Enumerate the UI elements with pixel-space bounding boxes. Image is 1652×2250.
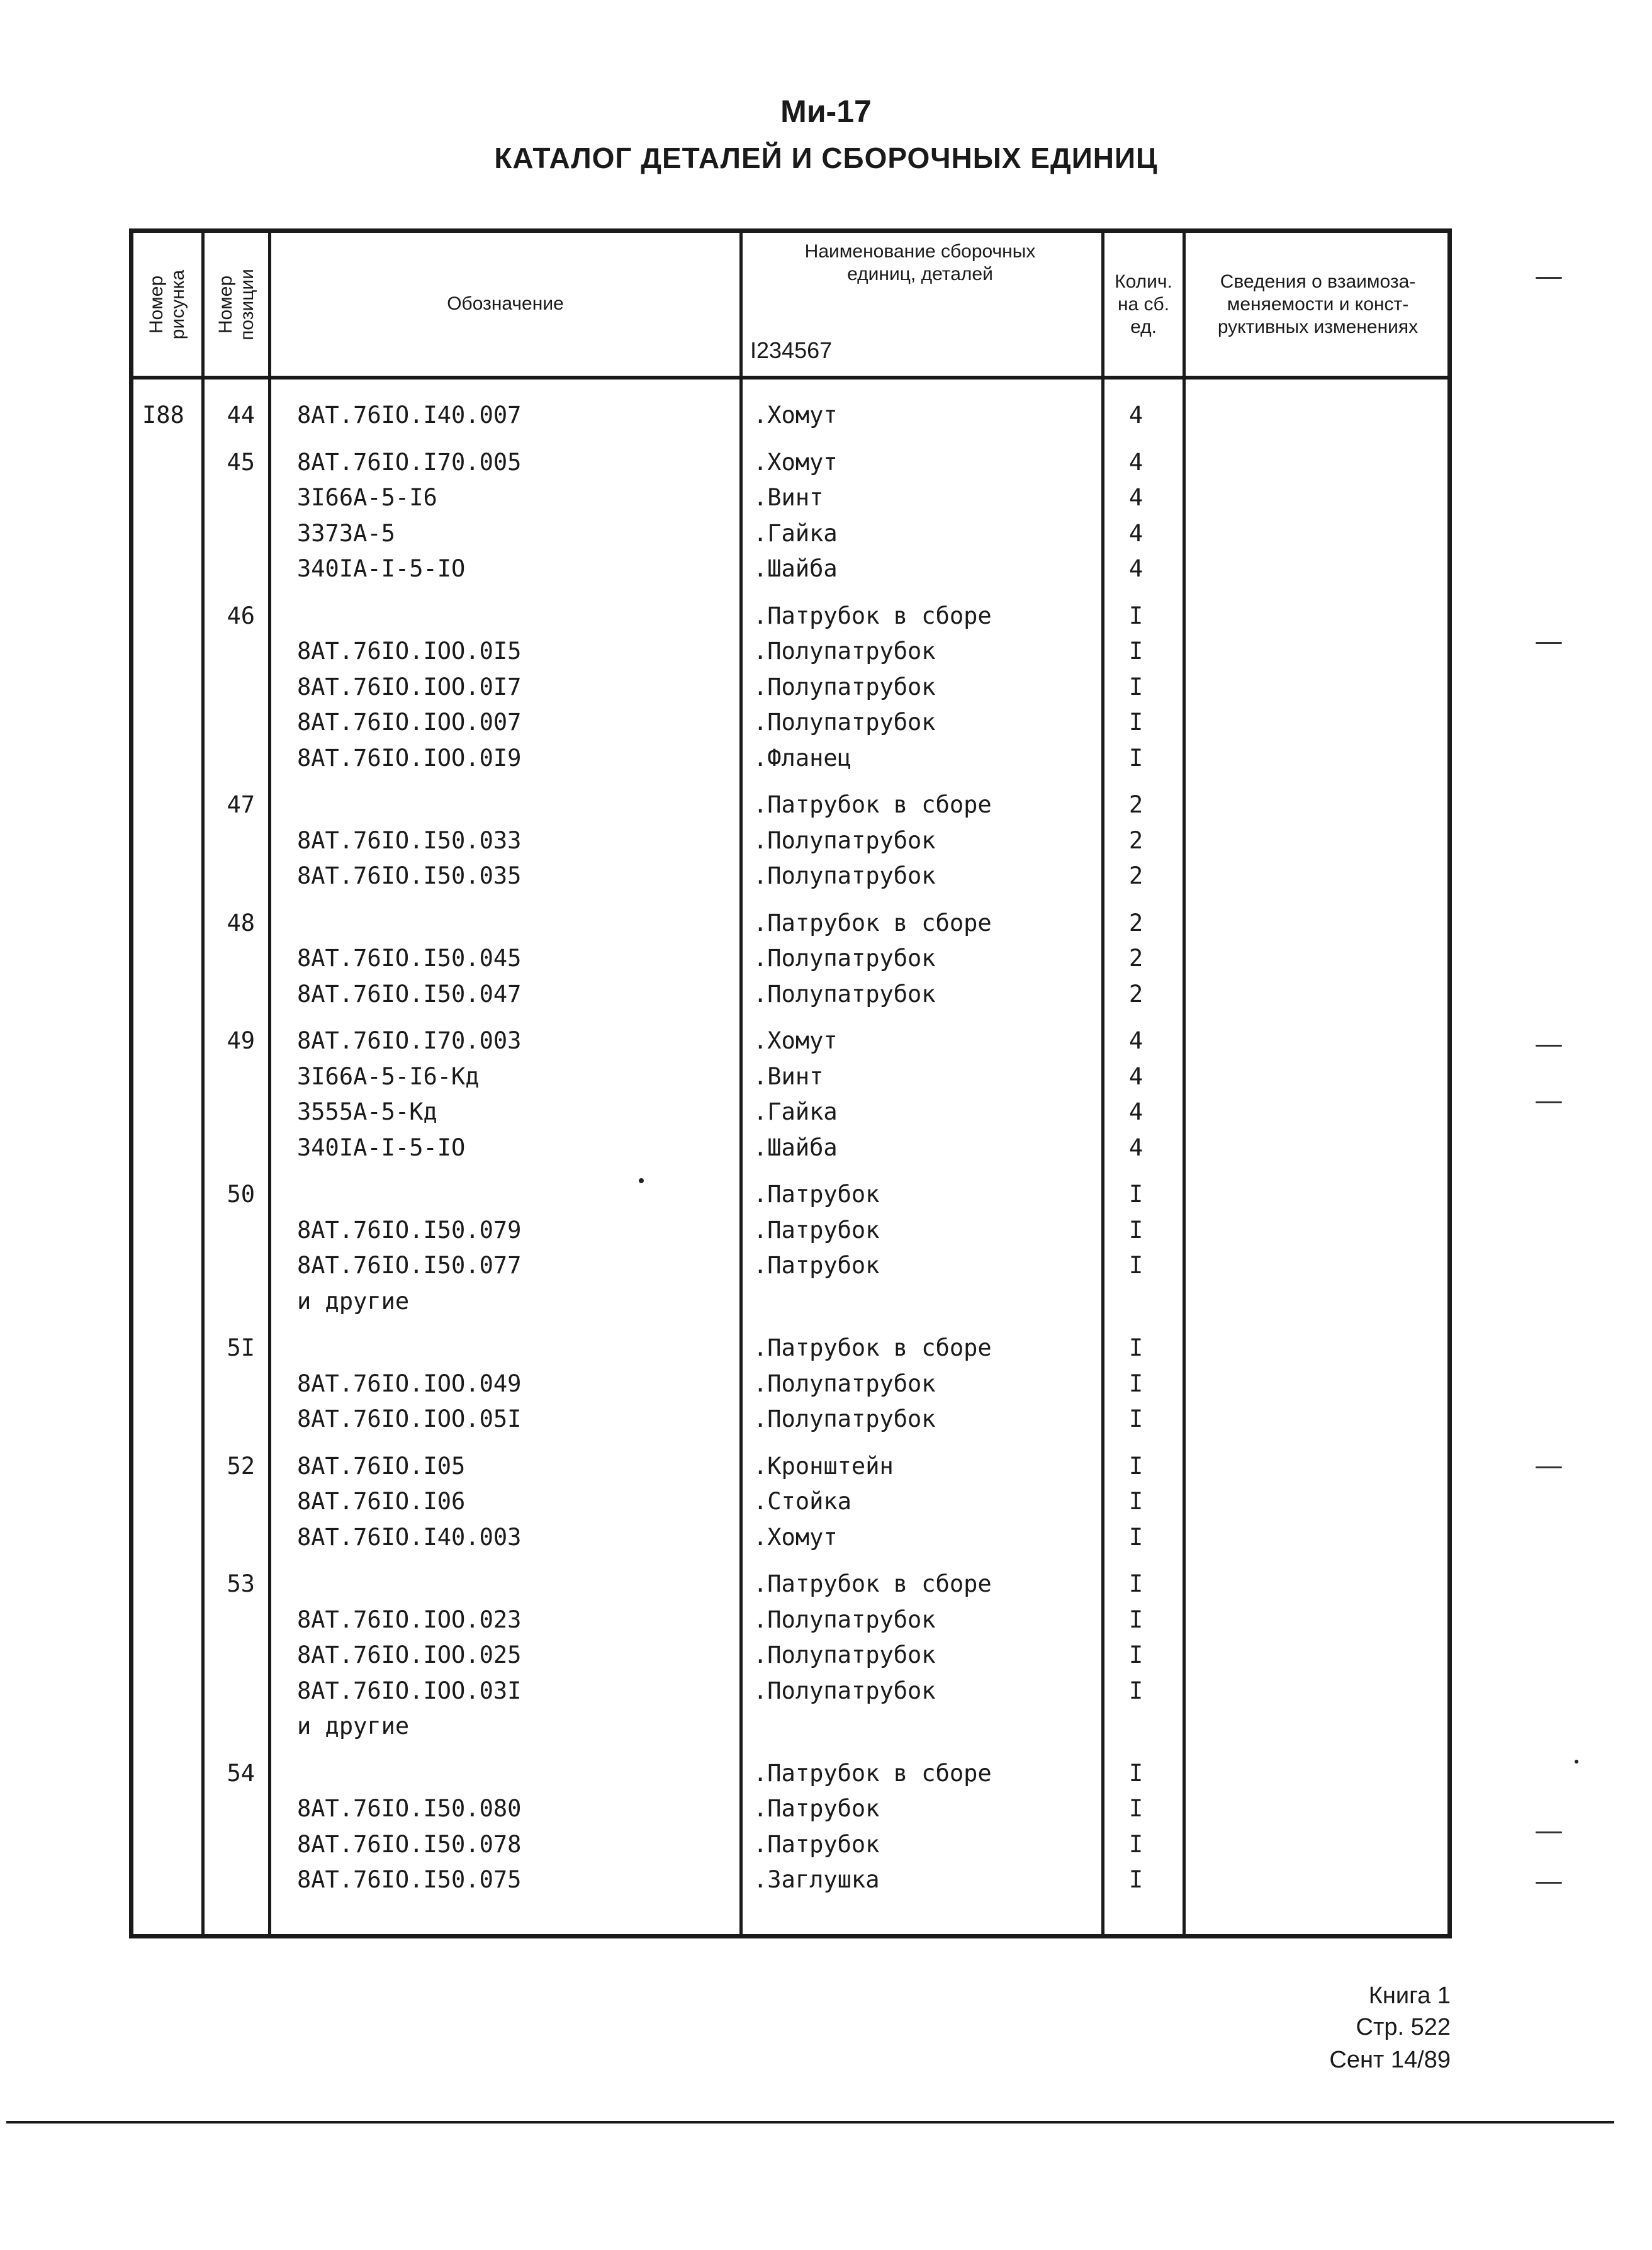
row-designation: 8АТ.76IО.I50.075 bbox=[297, 1866, 522, 1893]
row-qty: 2 bbox=[1128, 981, 1143, 1008]
row-name: .Заглушка bbox=[753, 1866, 880, 1893]
row-qty: I bbox=[1128, 1866, 1143, 1893]
row-name: .Хомут bbox=[753, 1027, 838, 1054]
row-qty: I bbox=[1128, 1370, 1143, 1397]
row-qty: I bbox=[1128, 638, 1143, 665]
row-qty: I bbox=[1128, 1677, 1143, 1704]
footer-page: Стр. 522 bbox=[1356, 2014, 1451, 2040]
row-pos-no: 53 bbox=[227, 1570, 255, 1597]
row-pos-no: 48 bbox=[227, 909, 255, 937]
row-qty: I bbox=[1128, 709, 1143, 736]
header-name: Наименование сборочных единиц, деталей bbox=[804, 241, 1036, 284]
row-name: .Стойка bbox=[753, 1488, 851, 1515]
row-qty: I bbox=[1128, 1252, 1143, 1279]
row-pos-no: 50 bbox=[227, 1181, 255, 1208]
row-designation: 8АТ.76IО.I50.035 bbox=[297, 862, 522, 889]
row-pos-no: 47 bbox=[227, 791, 255, 818]
row-name: .Патрубок в сборе bbox=[753, 909, 992, 937]
row-designation: и другие bbox=[297, 1288, 410, 1315]
column-divider bbox=[1183, 233, 1186, 1934]
row-name: .Патрубок bbox=[753, 1217, 880, 1244]
row-qty: I bbox=[1128, 1488, 1143, 1515]
row-name: .Гайка bbox=[753, 1098, 838, 1125]
row-name: .Хомут bbox=[753, 402, 838, 429]
footer-date: Сент 14/89 bbox=[1329, 2047, 1451, 2073]
row-designation: 340IА-I-5-IО bbox=[297, 555, 466, 582]
row-designation: 8АТ.76IО.I06 bbox=[297, 1488, 466, 1515]
row-name: .Гайка bbox=[753, 520, 838, 547]
column-divider bbox=[1101, 233, 1104, 1934]
row-qty: I bbox=[1128, 673, 1143, 700]
row-designation: 8АТ.76IО.I50.077 bbox=[297, 1252, 522, 1279]
row-name: .Полупатрубок bbox=[753, 673, 936, 700]
model-title: Ми-17 bbox=[780, 94, 872, 129]
row-designation: 8АТ.76IО.I50.047 bbox=[297, 981, 522, 1008]
row-name: .Шайба bbox=[753, 1134, 838, 1161]
row-name: .Хомут bbox=[753, 1524, 838, 1551]
header-fig-no bbox=[133, 237, 201, 372]
bottom-rule bbox=[6, 2121, 1614, 2123]
speck bbox=[1575, 1760, 1578, 1763]
row-qty: I bbox=[1128, 745, 1143, 772]
row-name: .Полупатрубок bbox=[753, 1370, 936, 1397]
row-designation: 3I66А-5-I6-Кд bbox=[297, 1063, 480, 1090]
row-name: .Шайба bbox=[753, 555, 838, 582]
row-name: .Полупатрубок bbox=[753, 1641, 936, 1668]
row-qty: I bbox=[1128, 602, 1143, 629]
row-qty: I bbox=[1128, 1606, 1143, 1633]
row-name: .Кронштейн bbox=[753, 1453, 894, 1480]
footer-book: Книга 1 bbox=[1368, 1983, 1451, 2009]
row-name: .Патрубок bbox=[753, 1181, 880, 1208]
row-designation: 8АТ.76IО.IОО.0I7 bbox=[297, 673, 522, 700]
row-qty: 2 bbox=[1128, 827, 1143, 854]
row-designation: и другие bbox=[297, 1713, 410, 1740]
row-qty: 4 bbox=[1128, 1027, 1143, 1054]
row-qty: I bbox=[1128, 1641, 1143, 1668]
column-divider bbox=[201, 233, 205, 1934]
row-designation: 8АТ.76IО.IОО.025 bbox=[297, 1641, 522, 1668]
row-designation: 8АТ.76IО.IОО.023 bbox=[297, 1606, 522, 1633]
row-name: .Полупатрубок bbox=[753, 862, 936, 889]
row-name: .Полупатрубок bbox=[753, 945, 936, 972]
row-name: .Полупатрубок bbox=[753, 709, 936, 736]
header-pos-no bbox=[205, 237, 268, 372]
header-divider bbox=[133, 376, 1447, 380]
row-designation: 340IА-I-5-IО bbox=[297, 1134, 466, 1161]
row-name: .Патрубок в сборе bbox=[753, 602, 992, 629]
row-qty: 4 bbox=[1128, 449, 1143, 476]
row-name: .Патрубок bbox=[753, 1795, 880, 1822]
row-designation: 3373А-5 bbox=[297, 520, 395, 547]
row-fig-no: I88 bbox=[142, 402, 184, 429]
row-designation: 8АТ.76IО.I50.080 bbox=[297, 1795, 522, 1822]
row-qty: I bbox=[1128, 1217, 1143, 1244]
row-pos-no: 5I bbox=[227, 1334, 255, 1361]
binding-mark bbox=[1536, 1045, 1562, 1047]
row-name: .Винт bbox=[753, 1063, 824, 1090]
column-divider bbox=[268, 233, 271, 1934]
row-designation: 8АТ.76IО.I40.003 bbox=[297, 1524, 522, 1551]
row-designation: 8АТ.76IО.I50.033 bbox=[297, 827, 522, 854]
row-designation: 8АТ.76IО.I05 bbox=[297, 1453, 466, 1480]
row-designation: 8АТ.76IО.I50.045 bbox=[297, 945, 522, 972]
row-pos-no: 52 bbox=[227, 1453, 255, 1480]
row-qty: I bbox=[1128, 1760, 1143, 1787]
row-qty: I bbox=[1128, 1570, 1143, 1597]
row-designation: 8АТ.76IО.I50.078 bbox=[297, 1831, 522, 1858]
row-designation: 8АТ.76IО.IОО.05I bbox=[297, 1405, 522, 1432]
row-designation: 3555А-5-Кд bbox=[297, 1098, 437, 1125]
row-designation: 8АТ.76IО.IОО.0I9 bbox=[297, 745, 522, 772]
row-qty: I bbox=[1128, 1524, 1143, 1551]
binding-mark bbox=[1536, 1101, 1562, 1103]
row-name: .Патрубок bbox=[753, 1831, 880, 1858]
row-name: .Полупатрубок bbox=[753, 638, 936, 665]
row-qty: I bbox=[1128, 1831, 1143, 1858]
row-qty: 4 bbox=[1128, 1063, 1143, 1090]
header-designation: Обозначение bbox=[447, 293, 564, 314]
row-qty: 2 bbox=[1128, 791, 1143, 818]
row-designation: 8АТ.76IО.I40.007 bbox=[297, 402, 522, 429]
row-qty: I bbox=[1128, 1453, 1143, 1480]
row-qty: 4 bbox=[1128, 555, 1143, 582]
row-qty: 2 bbox=[1128, 909, 1143, 937]
row-designation: 8АТ.76IО.IОО.0I5 bbox=[297, 638, 522, 665]
row-qty: I bbox=[1128, 1181, 1143, 1208]
row-qty: 4 bbox=[1128, 402, 1143, 429]
header-notes: Сведения о взаимоза- меняемости и конст- руктивных изменениях bbox=[1217, 271, 1419, 337]
row-designation: 8АТ.76IО.I50.079 bbox=[297, 1217, 522, 1244]
catalog-title: КАТАЛОГ ДЕТАЛЕЙ И СБОРОЧНЫХ ЕДИНИЦ bbox=[494, 142, 1158, 174]
row-qty: 4 bbox=[1128, 1134, 1143, 1161]
binding-mark bbox=[1536, 1831, 1562, 1833]
row-qty: 2 bbox=[1128, 862, 1143, 889]
header-qty: Колич. на сб. ед. bbox=[1115, 271, 1172, 337]
row-pos-no: 44 bbox=[227, 402, 255, 429]
row-designation: 8АТ.76IО.IОО.049 bbox=[297, 1370, 522, 1397]
binding-mark bbox=[1536, 1466, 1562, 1468]
binding-mark bbox=[1536, 642, 1562, 644]
row-name: .Полупатрубок bbox=[753, 981, 936, 1008]
row-designation: 8АТ.76IО.IОО.03I bbox=[297, 1677, 522, 1704]
row-qty: I bbox=[1128, 1334, 1143, 1361]
row-designation: 8АТ.76IО.I70.005 bbox=[297, 449, 522, 476]
row-designation: 8АТ.76IО.IОО.007 bbox=[297, 709, 522, 736]
row-pos-no: 54 bbox=[227, 1760, 255, 1787]
row-name: .Патрубок в сборе bbox=[753, 1570, 992, 1597]
row-name: .Полупатрубок bbox=[753, 1606, 936, 1633]
row-name: .Патрубок bbox=[753, 1252, 880, 1279]
header-pos-no-label: Номер позиции bbox=[215, 268, 257, 340]
row-qty: I bbox=[1128, 1795, 1143, 1822]
binding-mark bbox=[1536, 1882, 1562, 1884]
row-name: .Полупатрубок bbox=[753, 827, 936, 854]
header-fig-no-label: Номер рисунка bbox=[146, 269, 189, 339]
row-designation: 3I66А-5-I6 bbox=[297, 484, 437, 511]
header-level-code: I234567 bbox=[750, 337, 833, 363]
row-qty: 4 bbox=[1128, 484, 1143, 511]
binding-mark bbox=[1536, 277, 1562, 279]
row-name: .Фланец bbox=[753, 745, 851, 772]
row-qty: 4 bbox=[1128, 520, 1143, 547]
row-name: .Полупатрубок bbox=[753, 1677, 936, 1704]
column-divider bbox=[739, 233, 743, 1934]
row-pos-no: 46 bbox=[227, 602, 255, 629]
row-name: .Полупатрубок bbox=[753, 1405, 936, 1432]
row-name: .Патрубок в сборе bbox=[753, 1334, 992, 1361]
row-qty: I bbox=[1128, 1405, 1143, 1432]
row-pos-no: 49 bbox=[227, 1027, 255, 1054]
row-qty: 4 bbox=[1128, 1098, 1143, 1125]
speck bbox=[639, 1178, 644, 1183]
row-name: .Хомут bbox=[753, 449, 838, 476]
row-qty: 2 bbox=[1128, 945, 1143, 972]
row-name: .Винт bbox=[753, 484, 824, 511]
row-name: .Патрубок в сборе bbox=[753, 791, 992, 818]
row-designation: 8АТ.76IО.I70.003 bbox=[297, 1027, 522, 1054]
row-pos-no: 45 bbox=[227, 449, 255, 476]
row-name: .Патрубок в сборе bbox=[753, 1760, 992, 1787]
